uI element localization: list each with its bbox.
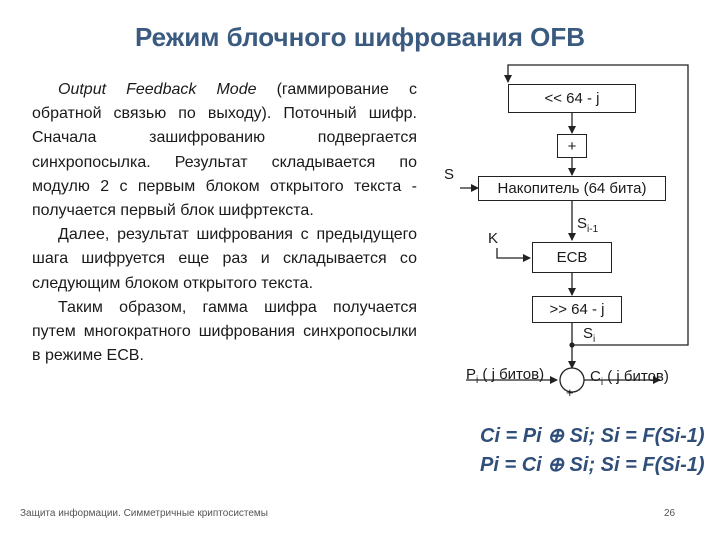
- c-i-index: i: [600, 377, 604, 388]
- formula-decrypt-text: Pi = Ci ⊕ Si; Si = F(Si-1): [480, 454, 705, 476]
- s-input-label: S: [444, 166, 455, 183]
- shift-right-box: >> 64 - j: [532, 296, 622, 323]
- p-i-size: ( j битов): [478, 366, 545, 383]
- paragraph-2: Далее, результат шифрования с предыдущего шага шифруется еще раз и складывается со следующим блоком открытого текста.: [32, 226, 417, 292]
- si-junction-dot: [569, 342, 574, 347]
- accumulator-box: Накопитель (64 бита): [478, 176, 666, 201]
- s-i-label: [583, 325, 595, 345]
- p-i-symbol: P: [466, 366, 477, 383]
- xor-bottom-plus: +: [566, 385, 574, 400]
- formula-encrypt-text: Ci = Pi ⊕ Si; Si = F(Si-1): [480, 425, 705, 447]
- slide-title: Режим блочного шифрования OFB: [134, 22, 585, 52]
- s-i-index: i: [593, 334, 596, 345]
- footer-course-title: Защита информации. Симметричные криптосистемы: [20, 508, 268, 519]
- paragraph-1-text: (гаммирование с обратной связью по выходу). Поточный шифр. Сначала зашифрованию подвергается синхропосылка. Результат складывается по модулю 2 с первым блоком открытого текста - получается первый блок шифртекста.: [32, 81, 417, 220]
- p-i-index: i: [476, 375, 479, 386]
- c-i-symbol: C: [590, 368, 601, 385]
- page-number: 26: [664, 508, 676, 519]
- c-i-label: [590, 368, 669, 388]
- shift-left-box: << 64 - j: [508, 84, 636, 113]
- s-i-symbol: S: [583, 325, 594, 342]
- p-i-label: [466, 366, 544, 386]
- k-input-label: K: [488, 230, 499, 247]
- s-prev-label: [577, 215, 598, 235]
- ofb-term: Output Feedback Mode: [58, 81, 257, 98]
- k-input-arrow: [497, 248, 530, 258]
- s-prev-symbol: S: [577, 215, 588, 232]
- formula-encrypt: [480, 423, 705, 448]
- ecb-box: ECB: [532, 242, 612, 273]
- xor-top-box: +: [557, 134, 587, 158]
- formula-decrypt: [480, 452, 705, 477]
- c-i-size: ( j битов): [603, 368, 669, 385]
- s-prev-index: i-1: [587, 224, 599, 235]
- paragraph-3: Таким образом, гамма шифра получается путем многократного шифрования синхропосылки в режиме ECB.: [32, 298, 417, 365]
